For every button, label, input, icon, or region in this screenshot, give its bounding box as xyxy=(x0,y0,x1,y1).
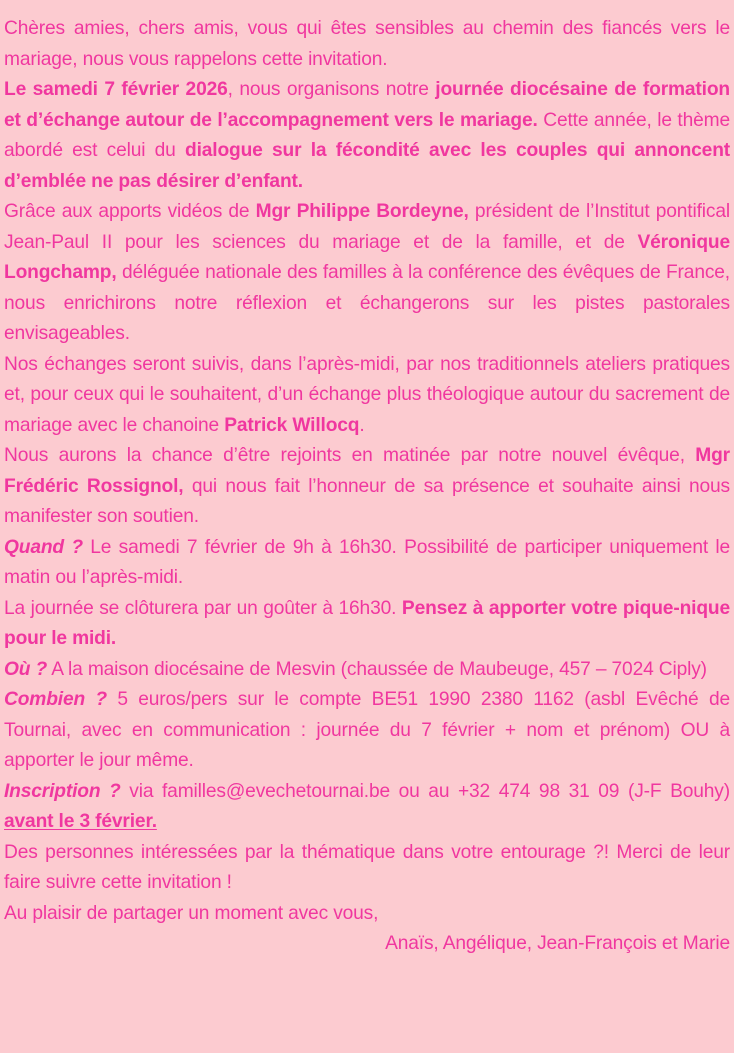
where-text: A la maison diocésaine de Mesvin (chaussée de Maubeuge, 457 – 7024 Ciply) xyxy=(47,658,707,680)
workshops-paragraph xyxy=(4,350,730,442)
registration-deadline: avant le 3 février. xyxy=(4,811,157,832)
canon-willocq: Patrick Willocq xyxy=(224,414,360,436)
farewell-paragraph xyxy=(4,899,730,930)
speakers-text: Grâce aux apports vidéos de xyxy=(4,201,256,222)
cost-paragraph xyxy=(4,685,730,777)
event-date: Le samedi 7 février 2026 xyxy=(4,79,228,100)
event-paragraph xyxy=(4,75,730,197)
workshops-text: Nos échanges seront suivis, dans l’après-midi, par nos traditionnels ateliers pratiques et, pour ceux qui le souhaitent, d’un échange plus théologique autour du sacrement de mariage avec le chanoine xyxy=(4,353,730,436)
signature xyxy=(4,929,730,960)
when-label: Quand ? xyxy=(4,536,83,558)
email-link[interactable]: familles@evechetournai.be xyxy=(162,780,390,802)
speakers-text-2: président de l’Institut pontifical Jean-Paul II pour les sciences du mariage et de la famille, et de xyxy=(4,201,730,253)
when-text: Le samedi 7 février de 9h à 16h30. Possibilité de participer uniquement le matin ou l’après-midi. xyxy=(4,536,730,588)
event-text-2: Cette année, le thème abordé est celui du xyxy=(4,109,730,161)
closing-text: La journée se clôturera par un goûter à 16h30. xyxy=(4,597,402,619)
intro-paragraph xyxy=(4,14,730,75)
when-paragraph xyxy=(4,533,730,594)
registration-text: via xyxy=(120,780,162,802)
speaker-longchamp: Véronique Longchamp, xyxy=(4,231,730,283)
registration-paragraph xyxy=(4,777,730,838)
intro-text: Chères amies, chers amis, vous qui êtes sensibles au chemin des fiancés vers le mariage, nous vous rappelons cette invitation. xyxy=(4,18,730,70)
farewell-text: Au plaisir de partager un moment avec vous, xyxy=(4,902,379,924)
picnic-reminder: Pensez à apporter votre pique-nique pour le midi. xyxy=(4,597,730,649)
speakers-paragraph xyxy=(4,197,730,350)
bishop-text-2: qui nous fait l’honneur de sa présence et souhaite ainsi nous manifester son soutien. xyxy=(4,475,730,527)
cost-text: 5 euros/pers sur le compte BE51 1990 2380 1162 (asbl Evêché de Tournai, avec en communication : journée du 7 février + nom et prénom) OU à apporter le jour même. xyxy=(4,689,730,771)
bishop-rossignol: Mgr Frédéric Rossignol, xyxy=(4,445,730,497)
cost-label: Combien ? xyxy=(4,689,107,710)
closing-paragraph xyxy=(4,594,730,655)
registration-label: Inscription ? xyxy=(4,780,121,802)
event-theme: dialogue sur la fécondité avec les couples qui annoncent d’emblée ne pas désirer d’enfant. xyxy=(4,140,730,192)
bishop-text: Nous aurons la chance d’être rejoints en matinée par notre nouvel évêque, xyxy=(4,445,696,466)
share-text: Des personnes intéressées par la thématique dans votre entourage ?! Merci de leur faire suivre cette invitation ! xyxy=(4,841,730,893)
registration-text-2: ou au +32 474 98 31 09 (J-F Bouhy) xyxy=(389,780,730,802)
event-title: journée diocésaine de formation et d’échange autour de l’accompagnement vers le mariage. xyxy=(4,79,730,131)
event-text: , nous organisons notre xyxy=(227,79,436,100)
speaker-bordeyne: Mgr Philippe Bordeyne, xyxy=(255,201,469,222)
share-paragraph xyxy=(4,838,730,899)
bishop-paragraph xyxy=(4,441,730,533)
workshops-text-end: . xyxy=(359,414,365,436)
where-label: Où ? xyxy=(4,658,48,680)
signature-text: Anaïs, Angélique, Jean-François et Marie xyxy=(385,933,730,954)
speakers-text-3: déléguée nationale des familles à la conférence des évêques de France, nous enrichirons notre réflexion et échangerons sur les pistes pastorales envisageables. xyxy=(4,262,730,344)
where-paragraph xyxy=(4,655,730,686)
